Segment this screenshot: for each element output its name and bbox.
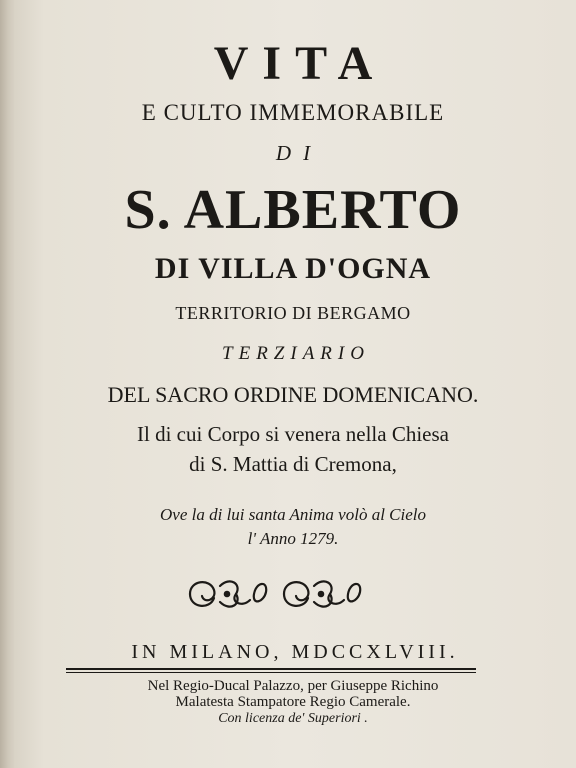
corpo-line-2: di S. Mattia di Cremona,: [189, 452, 397, 476]
imprint-rule-thick: [66, 668, 476, 670]
imprint-city-year: IN MILANO, MDCCXLVIII.: [131, 641, 459, 663]
printers-ornament: [180, 572, 370, 616]
title-culto: E CULTO IMMEMORABILE: [141, 100, 445, 125]
title-order: DEL SACRO ORDINE DOMENICANO.: [107, 382, 479, 407]
title-terziario: TERZIARIO: [222, 343, 370, 364]
license-line: Con licenza de' Superiori .: [218, 711, 368, 726]
title-territory: TERRITORIO DI BERGAMO: [175, 303, 411, 323]
title-vita: VITA: [213, 37, 387, 90]
ove-line-1: Ove la di lui santa Anima volò al Cielo: [160, 505, 426, 524]
printer-line-2: Malatesta Stampatore Regio Camerale.: [175, 694, 411, 710]
ove-line-2: l' Anno 1279.: [247, 529, 339, 548]
title-saint-name: S. ALBERTO: [124, 179, 462, 241]
corpo-line-1: Il di cui Corpo si venera nella Chiesa: [137, 422, 449, 446]
title-di: DI: [275, 141, 323, 165]
printer-line-1: Nel Regio-Ducal Palazzo, per Giuseppe Richino: [147, 678, 439, 694]
title-place: DI VILLA D'OGNA: [154, 252, 432, 285]
imprint-rule-thin: [66, 672, 476, 673]
